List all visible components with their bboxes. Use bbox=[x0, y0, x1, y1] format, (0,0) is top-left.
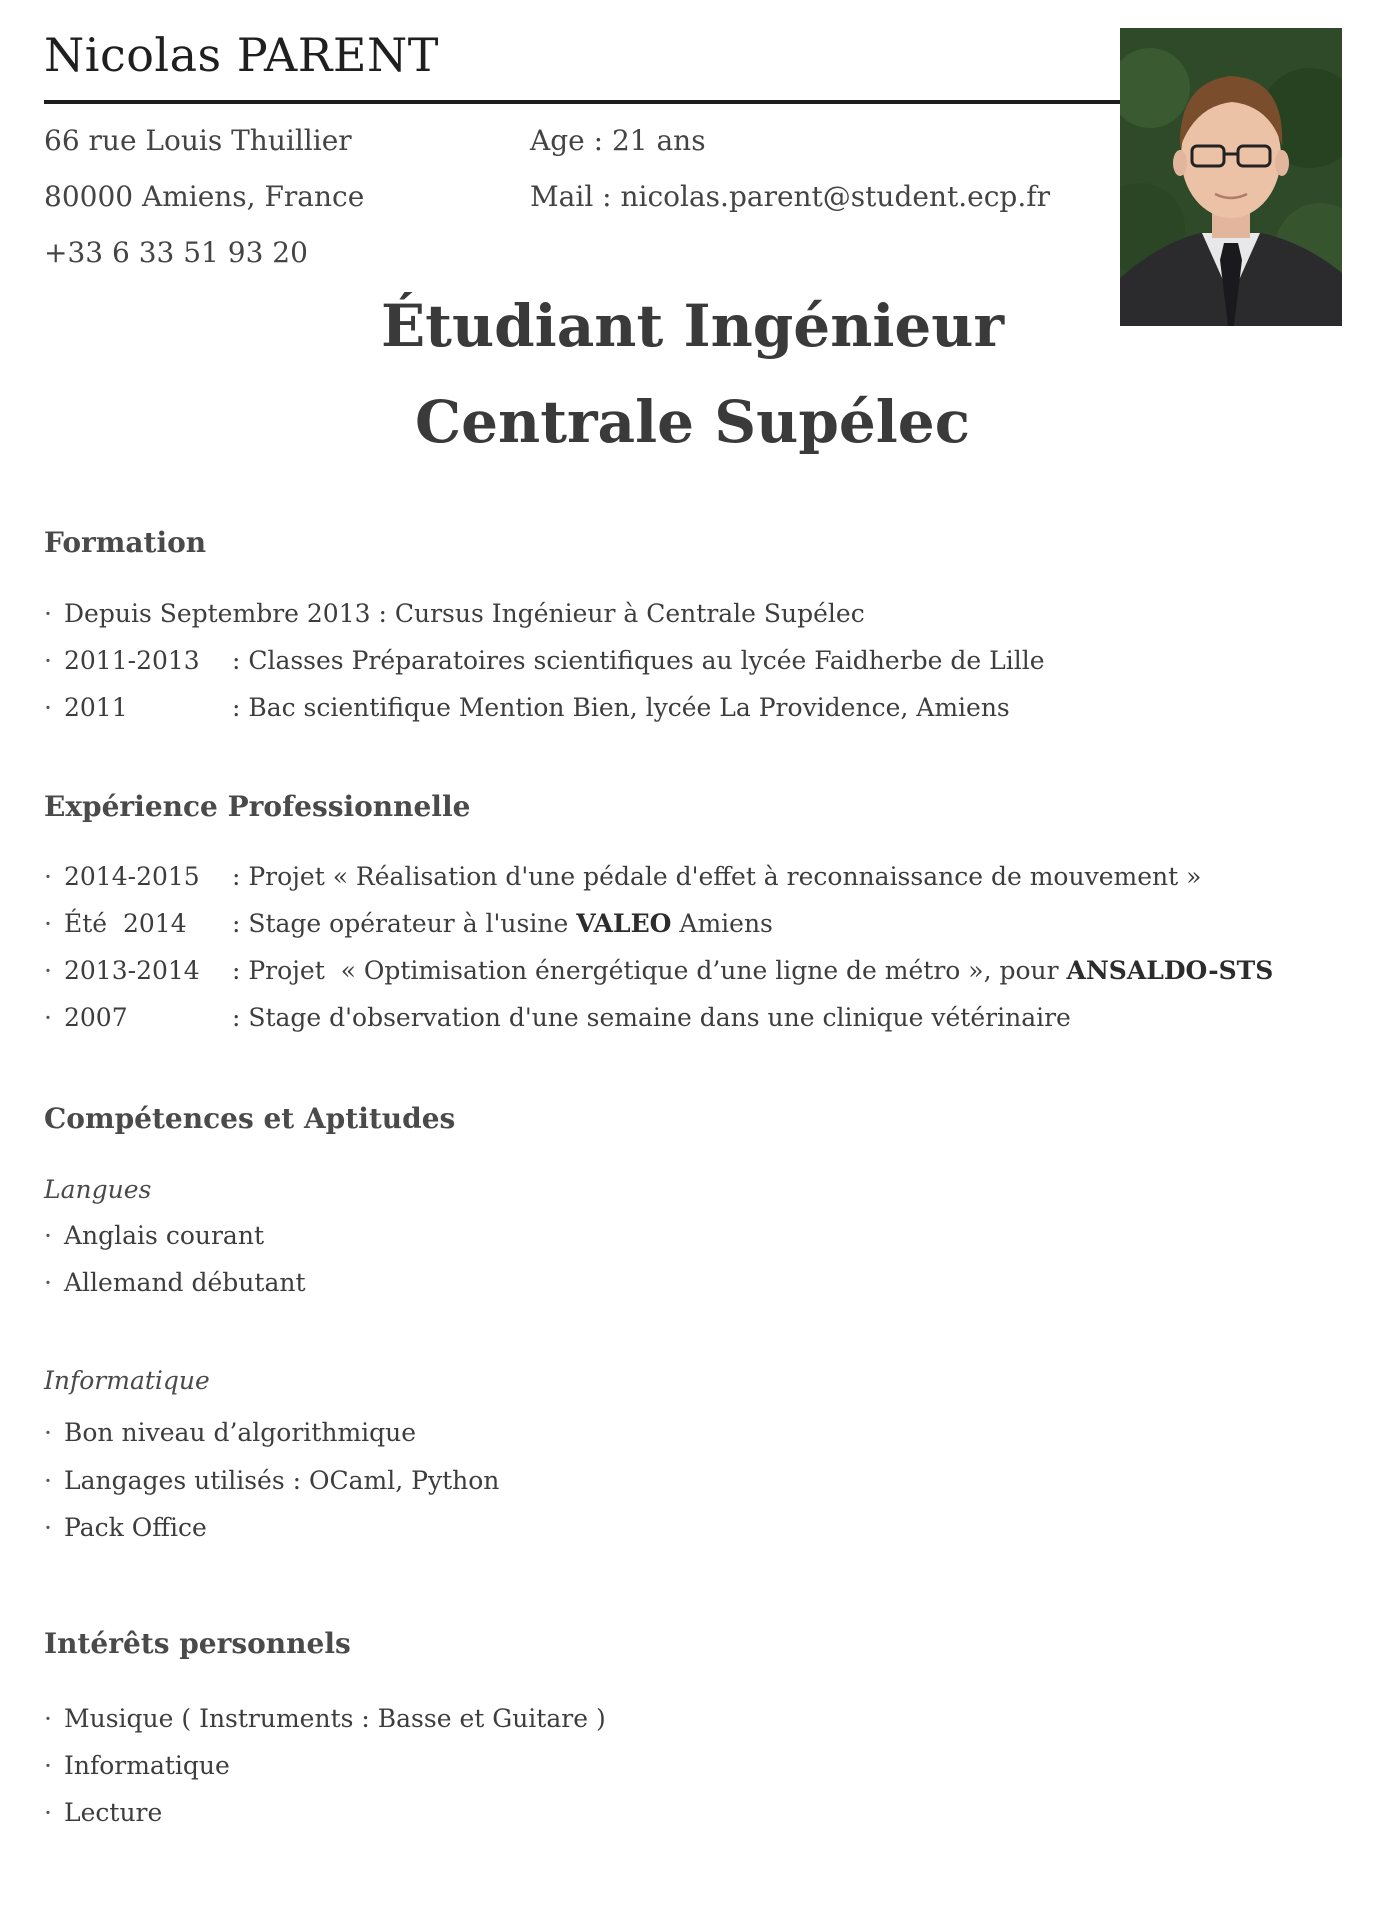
email: Mail : nicolas.parent@student.ecp.fr bbox=[530, 180, 1050, 213]
informatique-item: · Bon niveau d’algorithmique bbox=[44, 1418, 417, 1447]
header-rule bbox=[44, 100, 1120, 104]
bullet: · bbox=[44, 862, 52, 891]
experience-date: 2007 bbox=[64, 1003, 128, 1032]
interet-item: · Lecture bbox=[44, 1798, 163, 1827]
formation-item: · 2011-2013 : Classes Préparatoires scientifiques au lycée Faidherbe de Lille bbox=[44, 646, 1045, 675]
bullet: · bbox=[44, 956, 52, 985]
formation-date: 2011 bbox=[64, 693, 128, 722]
informatique-item: · Pack Office bbox=[44, 1513, 207, 1542]
formation-item: · Depuis Septembre 2013 : Cursus Ingénieur à Centrale Supélec bbox=[44, 599, 865, 628]
competences-title: Compétences et Aptitudes bbox=[44, 1102, 456, 1135]
bullet: · bbox=[44, 1418, 52, 1447]
bullet: · bbox=[44, 1704, 52, 1733]
bullet: · bbox=[44, 693, 52, 722]
formation-text: Bac scientifique Mention Bien, lycée La Providence, Amiens bbox=[248, 693, 1010, 722]
bullet: · bbox=[44, 1003, 52, 1032]
address-line-2: 80000 Amiens, France bbox=[44, 180, 365, 213]
address-line-1: 66 rue Louis Thuillier bbox=[44, 124, 352, 157]
headline-line-1: Étudiant Ingénieur bbox=[380, 292, 1005, 360]
age: Age : 21 ans bbox=[530, 124, 706, 157]
candidate-name: Nicolas PARENT bbox=[44, 28, 439, 82]
experience-item: · 2014-2015 : Projet « Réalisation d'une pédale d'effet à reconnaissance de mouvement » bbox=[44, 862, 1202, 891]
experience-text: Stage opérateur à l'usine bbox=[248, 909, 577, 938]
experience-item: · 2007 : Stage d'observation d'une semaine dans une clinique vétérinaire bbox=[44, 1003, 1071, 1032]
bullet: · bbox=[44, 1798, 52, 1827]
informatique-item: · Langages utilisés : OCaml, Python bbox=[44, 1466, 500, 1495]
formation-text: Classes Préparatoires scientifiques au lycée Faidherbe de Lille bbox=[248, 646, 1045, 675]
formation-date: 2011-2013 bbox=[64, 646, 200, 675]
experience-item: · 2013-2014 : Projet « Optimisation énergétique d’une ligne de métro », pour ANSALDO-STS bbox=[44, 956, 1274, 985]
headline-line-2: Centrale Supélec bbox=[414, 388, 971, 456]
langue-item: · Anglais courant bbox=[44, 1221, 264, 1250]
informatique-label: Informatique bbox=[44, 1366, 210, 1395]
langue-item: · Allemand débutant bbox=[44, 1268, 306, 1297]
bullet: · bbox=[44, 1513, 52, 1542]
bullet: · bbox=[44, 646, 52, 675]
formation-text: Cursus Ingénieur à Centrale Supélec bbox=[394, 599, 865, 628]
experience-item: · Été 2014 : Stage opérateur à l'usine VALEO Amiens bbox=[44, 909, 773, 938]
experience-date: 2014-2015 bbox=[64, 862, 200, 891]
formation-date: Depuis Septembre 2013 bbox=[64, 599, 371, 628]
formation-title: Formation bbox=[44, 526, 207, 559]
langues-label: Langues bbox=[44, 1175, 152, 1204]
bullet: · bbox=[44, 909, 52, 938]
bullet: · bbox=[44, 1268, 52, 1297]
interets-title: Intérêts personnels bbox=[44, 1627, 351, 1660]
interet-item: · Musique ( Instruments : Basse et Guitare ) bbox=[44, 1704, 606, 1733]
formation-item: · 2011 : Bac scientifique Mention Bien, lycée La Providence, Amiens bbox=[44, 693, 1010, 722]
experience-date: Été 2014 bbox=[64, 909, 187, 938]
phone-number: +33 6 33 51 93 20 bbox=[44, 236, 308, 269]
experience-title: Expérience Professionnelle bbox=[44, 790, 471, 823]
bullet: · bbox=[44, 1221, 52, 1250]
bullet: · bbox=[44, 1466, 52, 1495]
profile-photo bbox=[1120, 28, 1342, 326]
bullet: · bbox=[44, 599, 52, 628]
company-name: VALEO bbox=[576, 909, 672, 938]
bullet: · bbox=[44, 1751, 52, 1780]
interet-item: · Informatique bbox=[44, 1751, 230, 1780]
experience-date: 2013-2014 bbox=[64, 956, 200, 985]
experience-text: Projet « Optimisation énergétique d’une ligne de métro », pour bbox=[248, 956, 1067, 985]
company-name: ANSALDO-STS bbox=[1066, 956, 1274, 985]
experience-text: Stage d'observation d'une semaine dans une clinique vétérinaire bbox=[248, 1003, 1071, 1032]
experience-text: Projet « Réalisation d'une pédale d'effet à reconnaissance de mouvement » bbox=[248, 862, 1202, 891]
